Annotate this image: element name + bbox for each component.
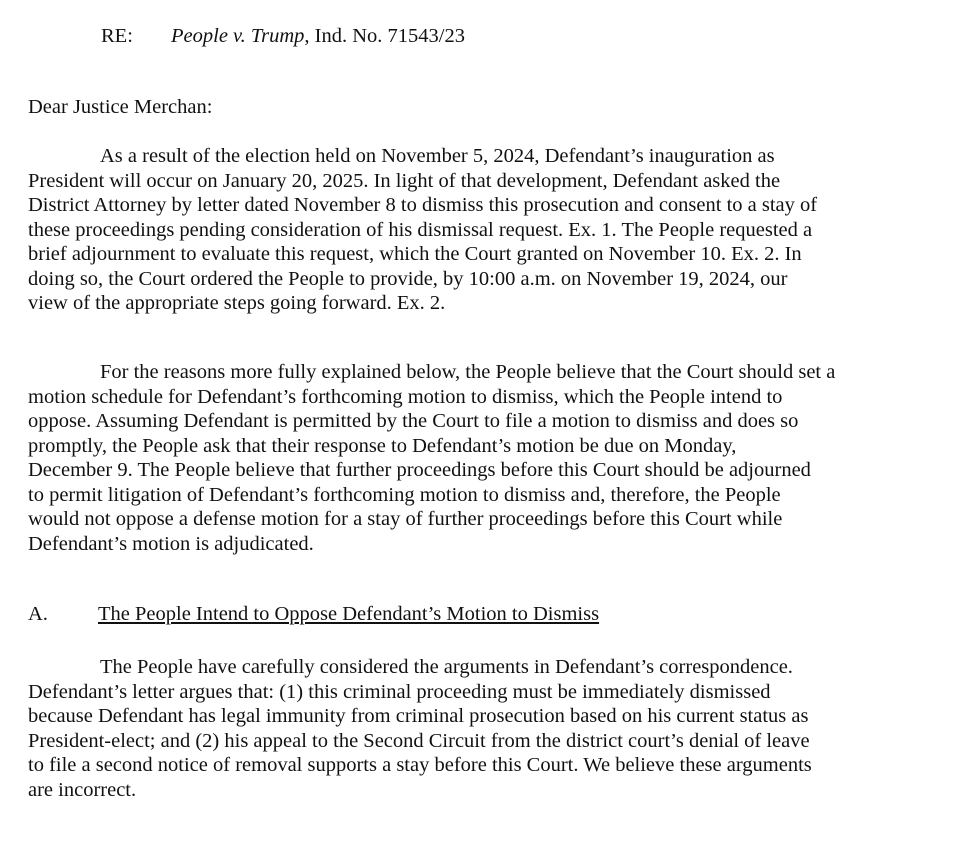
paragraph-line: to file a second notice of removal supports a stay before this Court. We believe these arguments [28,754,812,776]
paragraph-line: For the reasons more fully explained below, the People believe that the Court should set a [100,361,836,383]
paragraph-line: Defendant’s motion is adjudicated. [28,532,314,555]
paragraph-line: Defendant’s letter argues that: (1) this criminal proceeding must be immediately dismissed [28,680,771,703]
paragraph-line: President-elect; and (2) his appeal to the Second Circuit from the district court’s denial of leave [28,729,810,752]
section-heading-a [28,602,599,627]
paragraph-3 [28,655,948,802]
paragraph-line: view of the appropriate steps going forward. Ex. 2. [28,292,446,314]
paragraph-line: The People have carefully considered the arguments in Defendant’s correspondence. [100,656,793,678]
paragraph-line: doing so, the Court ordered the People to provide, by 10:00 a.m. on November 19, 2024, our [28,267,788,290]
case-number: , Ind. No. 71543/23 [304,25,465,47]
paragraph-line: As a result of the election held on November 5, 2024, Defendant’s inauguration as [100,145,775,167]
paragraph-line: President will occur on January 20, 2025. In light of that development, Defendant asked the [28,169,781,192]
re-line [101,24,465,49]
paragraph-line: would not oppose a defense motion for a stay of further proceedings before this Court while [28,508,783,530]
paragraph-line: District Attorney by letter dated November 8 to dismiss this prosecution and consent to a stay of [28,194,818,216]
paragraph-line: because Defendant has legal immunity from criminal prosecution based on his current status as [28,705,809,727]
paragraph-line: brief adjournment to evaluate this request, which the Court granted on November 10. Ex. 2. In [28,243,802,265]
paragraph-line: these proceedings pending consideration of his dismissal request. Ex. 1. The People requested a [28,218,813,241]
section-title: The People Intend to Oppose Defendant’s Motion to Dismiss [98,603,600,625]
paragraph-2 [28,360,948,556]
paragraph-1 [28,144,948,316]
paragraph-line: promptly, the People ask that their response to Defendant’s motion be due on Monday, [28,434,737,457]
re-label: RE: [101,25,133,47]
paragraph-line: December 9. The People believe that further proceedings before this Court should be adjourned [28,459,811,481]
case-name: People v. Trump [171,25,305,47]
paragraph-line: motion schedule for Defendant’s forthcoming motion to dismiss, which the People intend to [28,385,783,408]
section-letter: A. [28,603,48,625]
paragraph-line: oppose. Assuming Defendant is permitted by the Court to file a motion to dismiss and does so [28,410,799,432]
paragraph-line: are incorrect. [28,778,137,801]
salutation: Dear Justice Merchan: [28,96,213,118]
paragraph-line: to permit litigation of Defendant’s forthcoming motion to dismiss and, therefore, the People [28,483,781,506]
